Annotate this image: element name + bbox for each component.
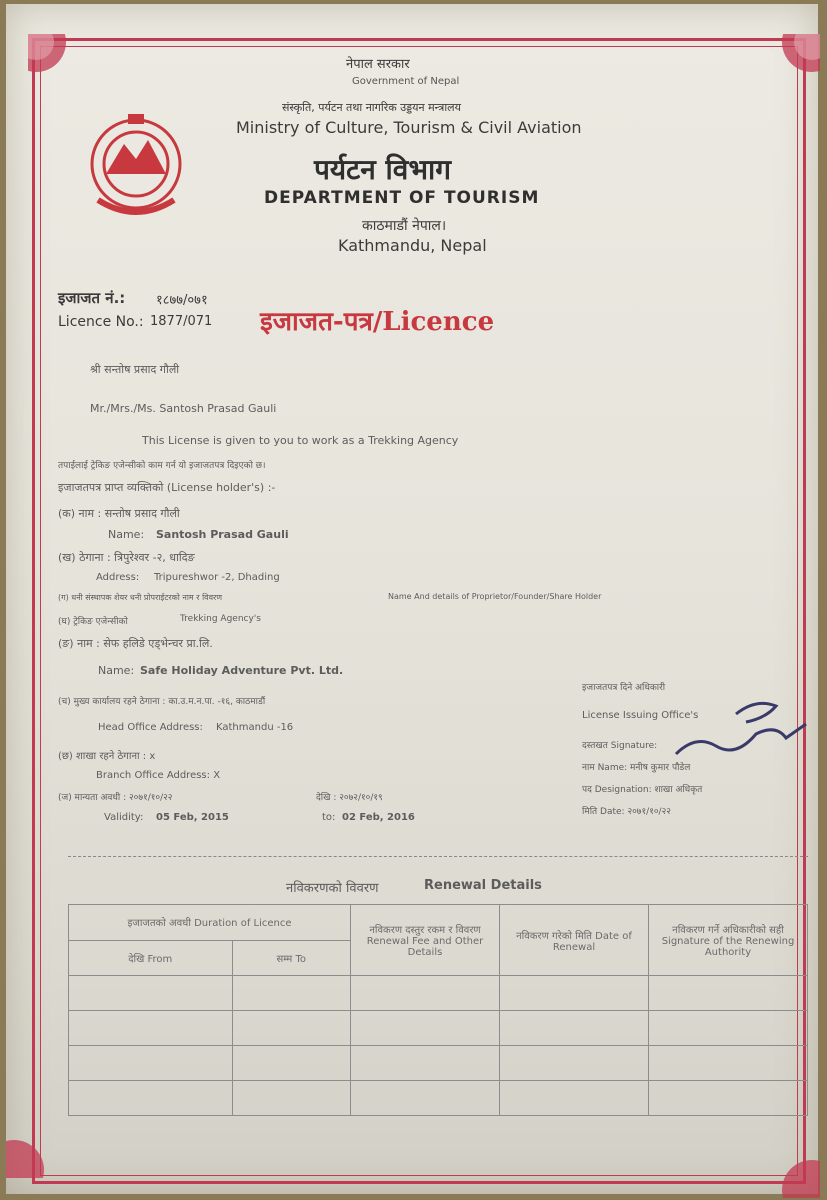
corner-ornament-bottom-right [766, 1144, 820, 1198]
salutation-nepali: श्री सन्तोष प्रसाद गौली [90, 363, 180, 376]
col-duration: इजाजतको अवधी Duration of Licence [69, 905, 351, 941]
company-english-label: Name: [98, 664, 135, 677]
ministry-english: Ministry of Culture, Tourism & Civil Aviation [236, 118, 582, 137]
agency-nepali: (घ) ट्रेकिङ एजेन्सीको [58, 617, 128, 627]
renewal-title-english: Renewal Details [424, 878, 542, 893]
table-row [69, 1081, 808, 1116]
licence-number-nepali: १८७७/०७१ [156, 293, 208, 308]
company-english: Safe Holiday Adventure Pvt. Ltd. [140, 664, 344, 677]
address-english-label: Address: [96, 572, 140, 583]
branch-nepali: (छ) शाखा रहने ठेगाना : x [58, 751, 156, 762]
validity-english: 05 Feb, 2015 [156, 812, 229, 823]
holder-label: इजाजतपत्र प्राप्त व्यक्तिको (License holder's) :- [58, 481, 276, 494]
head-office-english-label: Head Office Address: [98, 722, 203, 733]
issuing-date: मिति Date: २०७१/१०/२२ [582, 807, 671, 817]
intro-nepali: तपाईलाई ट्रेकिङ एजेन्सीको काम गर्न यो इजाजतपत्र दिइएको छ। [58, 461, 266, 471]
issuing-name: नाम Name: मनीष कुमार पौडेल [582, 763, 691, 773]
department-nepali: पर्यटन विभाग [314, 153, 452, 186]
renewal-table [68, 904, 808, 1116]
col-signature: नविकरण गर्ने अधिकारीको सही Signature of the Renewing Authority [649, 905, 808, 976]
validity-english-label: Validity: [104, 812, 144, 823]
head-office-nepali: (च) मुख्य कार्यालय रहने ठेगाना : का.उ.म.न.पा. -१६, काठमाडौं [58, 697, 266, 707]
table-row [69, 1011, 808, 1046]
city-english: Kathmandu, Nepal [338, 236, 487, 255]
licence-number-label-nepali: इजाजत नं.: [58, 289, 126, 307]
government-english: Government of Nepal [352, 76, 460, 87]
col-from: देखि From [69, 940, 233, 976]
issuing-signature-label: दस्तखत Signature: [582, 741, 658, 751]
validity-to-english: 02 Feb, 2016 [342, 812, 415, 823]
branch-english: Branch Office Address: X [96, 770, 221, 781]
renewal-divider [68, 856, 808, 857]
address-nepali: (ख) ठेगाना : त्रिपुरेश्वर -२, धादिङ [58, 551, 195, 564]
city-nepali: काठमाडौं नेपाल। [362, 218, 447, 234]
name-english-label: Name: [108, 528, 145, 541]
salutation-english: Mr./Mrs./Ms. Santosh Prasad Gauli [90, 402, 277, 415]
certificate-paper [6, 4, 818, 1194]
corner-ornament-top-right [766, 34, 820, 88]
name-nepali: (क) नाम : सन्तोष प्रसाद गौली [58, 507, 180, 520]
renewal-title-nepali: नविकरणको विवरण [286, 881, 379, 896]
renewal-header-row [69, 905, 808, 941]
validity-to-english-label: to: [322, 812, 336, 823]
table-row [69, 1046, 808, 1081]
licence-number-label-english: Licence No.: [58, 314, 144, 330]
corner-ornament-top-left [28, 34, 82, 88]
name-english: Santosh Prasad Gauli [156, 528, 289, 541]
department-english: DEPARTMENT OF TOURISM [264, 188, 540, 208]
issuing-office-nepali: इजाजतपत्र दिने अधिकारी [582, 683, 666, 693]
licence-number-english: 1877/071 [150, 314, 213, 329]
address-english: Tripureshwor -2, Dhading [154, 572, 280, 583]
handwritten-signature [666, 694, 816, 764]
head-office-english: Kathmandu -16 [216, 722, 294, 733]
corner-ornament-bottom-left [6, 1124, 60, 1178]
intro-english: This License is given to you to work as a Trekking Agency [142, 434, 459, 447]
licence-title: इजाजत-पत्र/Licence [260, 307, 495, 337]
col-fee: नविकरण दस्तुर रकम र विवरण Renewal Fee and Other Details [351, 905, 500, 976]
validity-to-nepali: देखि : २०७२/१०/१९ [316, 793, 383, 803]
government-nepali: नेपाल सरकार [346, 57, 410, 72]
promoter-english: Name And details of Proprietor/Founder/Share Holder [388, 592, 602, 601]
agency-english: Trekking Agency's [180, 614, 261, 624]
table-row [69, 976, 808, 1011]
issuing-designation: पद Designation: शाखा अधिकृत [582, 785, 703, 795]
col-renewal-date: नविकरण गरेको मिति Date of Renewal [500, 905, 649, 976]
ministry-nepali: संस्कृति, पर्यटन तथा नागरिक उड्डयन मन्त्रालय [282, 101, 462, 114]
promoter-nepali: (ग) धनी संस्थापक शेयर धनी प्रोपराईटरको नाम र विवरण [58, 593, 223, 602]
col-to: सम्म To [232, 940, 351, 976]
nepal-emblem-icon [76, 104, 196, 232]
issuing-office-english: License Issuing Office's [582, 710, 699, 721]
company-nepali: (ङ) नाम : सेफ हलिडे एड्भेन्चर प्रा.लि. [58, 637, 213, 650]
validity-nepali: (ज) मान्यता अवधी : २०७१/१०/२२ [58, 793, 173, 803]
